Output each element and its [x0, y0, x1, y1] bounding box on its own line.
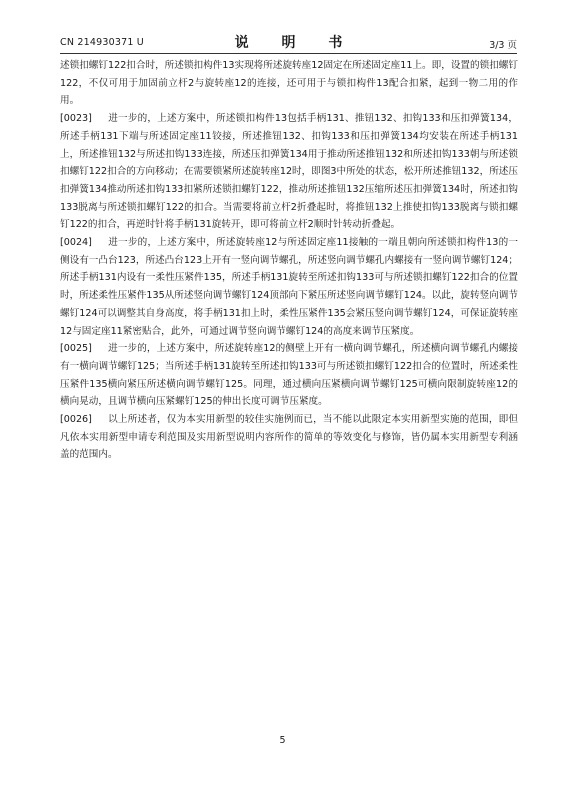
page-number: 5 — [279, 735, 286, 746]
paragraph-0025 — [60, 340, 518, 411]
paragraph-0026 — [60, 411, 518, 464]
paragraph-number: [0026] — [60, 414, 92, 426]
document-body — [60, 57, 518, 464]
document-title: 说 明 书 — [234, 35, 357, 51]
paragraph-number: [0024] — [60, 237, 92, 249]
paragraph-number: [0025] — [60, 343, 92, 355]
paragraph-continuation — [60, 57, 518, 110]
paragraph-0024 — [60, 234, 518, 340]
page-counter: 3/3 页 — [489, 40, 517, 51]
publication-number: CN 214930371 U — [60, 37, 144, 48]
paragraph-text: 进一步的，上述方案中，所述旋转座12与所述固定座11接触的一端且朝向所述锁扣构件13的一侧设有一凸台123，所述凸台123上开有一竖向调节螺孔，所述竖向调节螺孔内螺接有一竖向调节螺钉124；所述手柄131内设有一柔性压紧件135，所述手柄131旋转至所述扣钩133可与所述锁扣螺钉122扣合的位置时，所述柔性压紧件135从所述竖向调节螺钉124顶部向下紧压所述竖向调节螺钉124。以此，旋转竖向调节螺钉124可以调整其自身高度，将手柄131扣上时，柔性压紧件135会紧压竖向调节螺钉124，可保证旋转座12与固定座11紧密贴合，此外，可通过调节竖向调节螺钉124的高度来调节压紧度。 — [60, 237, 518, 337]
paragraph-0023 — [60, 110, 518, 234]
paragraph-text: 以上所述者，仅为本实用新型的较佳实施例而已，当不能以此限定本实用新型实施的范围，即但凡依本实用新型申请专利范围及实用新型说明内容所作的简单的等效变化与修饰，皆仍属本实用新型专利涵盖的范围内。 — [60, 414, 518, 461]
header-divider — [60, 53, 517, 54]
page-header — [60, 32, 517, 54]
paragraph-text: 进一步的，上述方案中，所述锁扣构件13包括手柄131、推钮132、扣钩133和压扣弹簧134，所述手柄131下端与所述固定座11铰接，所述推钮132、扣钩133和压扣弹簧134均安装在所述手柄131上，所述推钮132与所述扣钩133连接，所述压扣弹簧134用于推动所述推钮132和所述扣钩133朝与所述锁扣螺钉122扣合的方向移动；在需要锁紧所述旋转座12时，即图3中所处的状态，松开所述推钮132，所述压扣弹簧134推动所述扣钩133扣紧所述锁扣螺钉122，推动所述推钮132压缩所述压扣弹簧134时，所述扣钩133脱离与所述锁扣螺钉122的扣合。当需要将前立杆2折叠起时，将推钮132上推使扣钩133脱离与锁扣螺钉122的扣合，再逆时针将手柄131旋转开，即可将前立杆2顺时针转动折叠起。 — [60, 113, 518, 231]
paragraph-number: [0023] — [60, 113, 92, 125]
paragraph-text: 进一步的，上述方案中，所述旋转座12的侧壁上开有一横向调节螺孔，所述横向调节螺孔内螺接有一横向调节螺钉125；当所述手柄131旋转至所述扣钩133可与所述锁扣螺钉122扣合的位置时，所述柔性压紧件135横向紧压所述横向调节螺钉125。同理，通过横向压紧横向调节螺钉125可横向限制旋转座12的横向晃动，且调节横向压紧螺钉125的伸出长度可调节压紧度。 — [60, 343, 518, 408]
paragraph-text: 述锁扣螺钉122扣合时，所述锁扣构件13实现将所述旋转座12固定在所述固定座11上。即，设置的锁扣螺钉122，不仅可用于加固前立杆2与旋转座12的连接，还可用于与锁扣构件13配合扣紧，起到一物二用的作用。 — [60, 60, 518, 107]
